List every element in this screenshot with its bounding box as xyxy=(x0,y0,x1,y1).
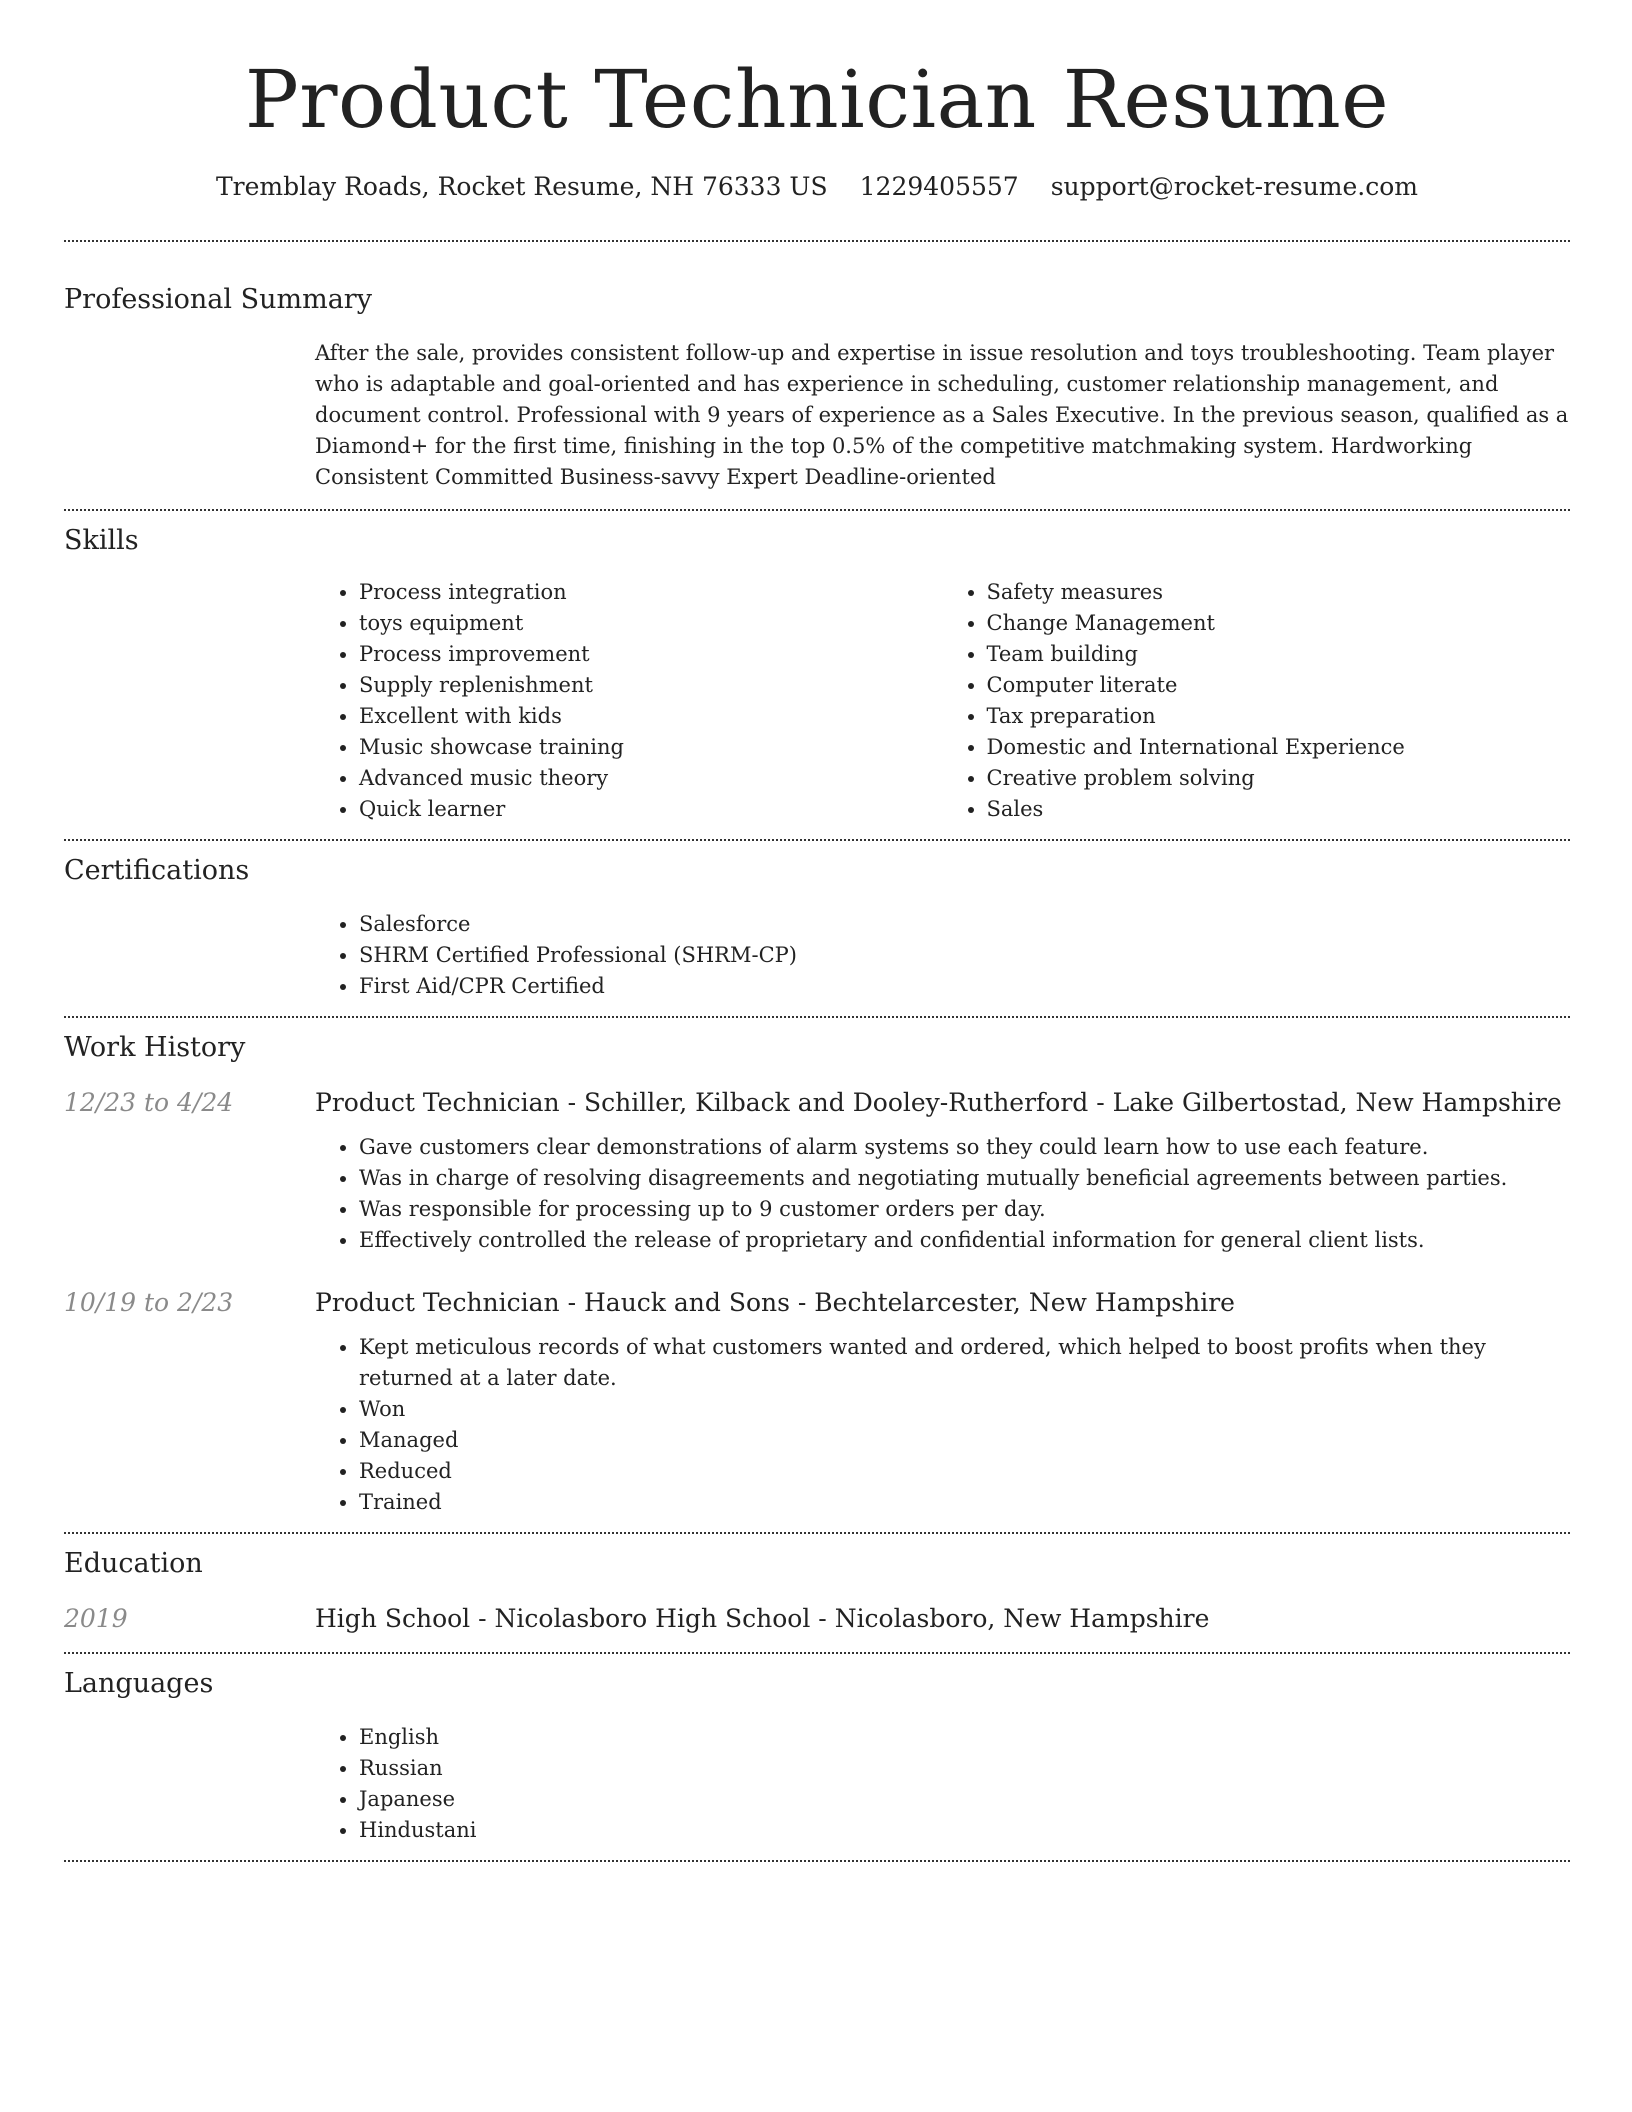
certifications-list xyxy=(315,909,1570,1002)
section-heading-work-history: Work History xyxy=(64,1032,246,1063)
education-section xyxy=(64,1546,1570,1636)
section-heading-skills: Skills xyxy=(64,525,139,556)
job-title: Product Technician - Hauck and Sons - Bechtelarcester, New Hampshire xyxy=(315,1288,1235,1317)
list-item: • Advanced music theory xyxy=(359,763,943,794)
list-item: • Quick learner xyxy=(359,794,943,825)
job-bullets-block xyxy=(315,1332,1570,1518)
list-item: • Hindustani xyxy=(359,1815,1570,1846)
page-title: Product Technician Resume xyxy=(244,53,1390,146)
skills-list-left xyxy=(315,577,943,825)
job-entry xyxy=(64,1286,1570,1320)
section-divider xyxy=(64,1016,1570,1018)
list-item: • Supply replenishment xyxy=(359,670,943,701)
section-heading-education: Education xyxy=(64,1548,203,1579)
list-item: • Kept meticulous records of what customers wanted and ordered, which helped to boost profits when they returned at a later date. xyxy=(359,1332,1570,1394)
job-dates: 12/23 to 4/24 xyxy=(64,1088,234,1117)
job-entry xyxy=(64,1086,1570,1120)
list-item: • Process improvement xyxy=(359,639,943,670)
section-divider xyxy=(64,1652,1570,1654)
skills-columns xyxy=(315,577,1570,825)
list-item: • Safety measures xyxy=(987,577,1571,608)
work-history-section xyxy=(64,1030,1570,1518)
list-item: • Was responsible for processing up to 9 customer orders per day. xyxy=(359,1194,1570,1225)
languages-block xyxy=(315,1722,1570,1846)
section-divider xyxy=(64,1532,1570,1534)
section-heading-summary: Professional Summary xyxy=(64,284,372,315)
summary-text: After the sale, provides consistent follow-up and expertise in issue resolution and toys troubleshooting. Team player who is adaptable and goal-oriented and has experience in scheduling, customer relationship management, and document control. Professional with 9 years of experience as a Sales Executive. In the previous season, qualified as a Diamond+ for the first time, finishing in the top 0.5% of the competitive matchmaking system. Hardworking Consistent Committed Business-savvy Expert Deadline-oriented xyxy=(315,341,1569,489)
list-item: • toys equipment xyxy=(359,608,943,639)
education-title: High School - Nicolasboro High School - Nicolasboro, New Hampshire xyxy=(315,1604,1210,1633)
education-year: 2019 xyxy=(64,1604,128,1633)
list-item: • Managed xyxy=(359,1425,1570,1456)
list-item: • Excellent with kids xyxy=(359,701,943,732)
list-item: • Creative problem solving xyxy=(987,763,1571,794)
contact-email: support@rocket-resume.com xyxy=(1050,172,1419,201)
job-dates: 10/19 to 2/23 xyxy=(64,1288,234,1317)
list-item: • Tax preparation xyxy=(987,701,1571,732)
list-item: • Music showcase training xyxy=(359,732,943,763)
section-divider xyxy=(64,839,1570,841)
list-item: • Russian xyxy=(359,1753,1570,1784)
list-item: • Reduced xyxy=(359,1456,1570,1487)
contact-phone: 1229405557 xyxy=(859,172,1019,201)
section-divider xyxy=(64,1860,1570,1862)
education-entry xyxy=(64,1602,1570,1636)
list-item: • Was in charge of resolving disagreements and negotiating mutually beneficial agreements between parties. xyxy=(359,1163,1570,1194)
list-item: • Salesforce xyxy=(359,909,1570,940)
section-heading-languages: Languages xyxy=(64,1668,214,1699)
certifications-section xyxy=(64,853,1570,1002)
list-item: • Gave customers clear demonstrations of alarm systems so they could learn how to use each feature. xyxy=(359,1132,1570,1163)
list-item: • Team building xyxy=(987,639,1571,670)
job-title: Product Technician - Schiller, Kilback and Dooley-Rutherford - Lake Gilbertostad, New Hampshire xyxy=(315,1088,1562,1117)
list-item: • Trained xyxy=(359,1487,1570,1518)
list-item: • SHRM Certified Professional (SHRM-CP) xyxy=(359,940,1570,971)
list-item: • Domestic and International Experience xyxy=(987,732,1571,763)
contact-address: Tremblay Roads, Rocket Resume, NH 76333 US xyxy=(215,172,828,201)
list-item: • First Aid/CPR Certified xyxy=(359,971,1570,1002)
job-bullets xyxy=(315,1132,1570,1256)
list-item: • Japanese xyxy=(359,1784,1570,1815)
list-item: • Change Management xyxy=(987,608,1571,639)
list-item: • Process integration xyxy=(359,577,943,608)
section-divider xyxy=(64,240,1570,242)
job-bullets xyxy=(315,1332,1570,1518)
section-heading-certifications: Certifications xyxy=(64,855,250,886)
skills-section xyxy=(64,523,1570,825)
list-item: • Effectively controlled the release of proprietary and confidential information for general client lists. xyxy=(359,1225,1570,1256)
certifications-block xyxy=(315,909,1570,1002)
list-item: • Won xyxy=(359,1394,1570,1425)
job-bullets-block xyxy=(315,1132,1570,1256)
list-item: • Sales xyxy=(987,794,1571,825)
languages-list xyxy=(315,1722,1570,1846)
contact-line xyxy=(64,170,1570,204)
summary-section xyxy=(64,282,1570,493)
resume-page xyxy=(64,0,1570,1862)
list-item: • Computer literate xyxy=(987,670,1571,701)
section-divider xyxy=(64,509,1570,511)
languages-section xyxy=(64,1666,1570,1846)
list-item: • English xyxy=(359,1722,1570,1753)
skills-list-right xyxy=(943,577,1571,825)
